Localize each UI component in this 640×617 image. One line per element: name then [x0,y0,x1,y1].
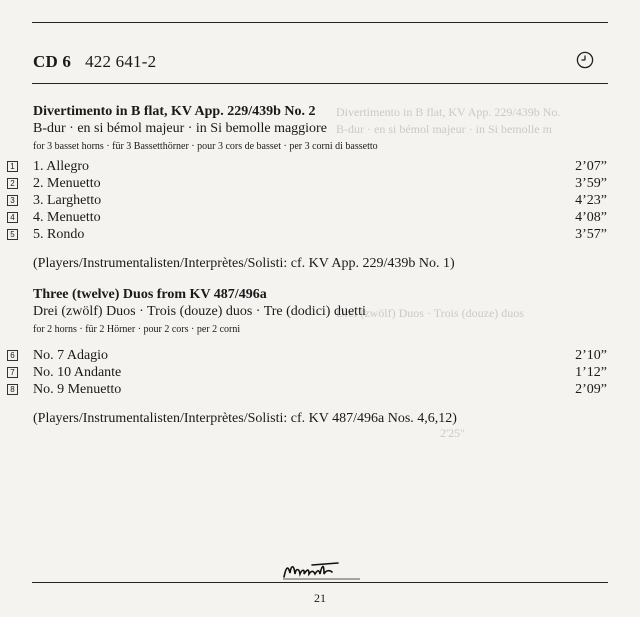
track-number-box: 3 [7,195,18,206]
header-rule [32,83,608,84]
track-title: No. 10 Andante [33,365,122,380]
track-duration: 1’12” [575,365,607,380]
players-note: (Players/Instrumentalisten/Interprètes/Solisti: cf. KV App. 229/439b No. 1) [33,256,455,271]
work-divertimento [10,103,607,272]
track-duration: 3’59” [575,176,607,191]
track-number-box: 7 [7,367,18,378]
cd-header [33,52,156,72]
cd-label: CD 6 [33,52,72,71]
track-number-box: 4 [7,212,18,223]
track-number-box: 5 [7,229,18,240]
work-subtitle: Drei (zwölf) Duos · Trois (douze) duos · Tre (dodici) duetti [33,304,366,319]
track-row [10,158,607,175]
top-rule [32,22,608,23]
track-row [10,226,607,243]
bleed-through-text: Divertimento in B flat, KV App. 229/439b No. [336,105,561,119]
track-title: 3. Larghetto [33,193,102,208]
track-row [10,347,607,364]
track-title: 5. Rondo [33,227,85,242]
work-title: Three (twelve) Duos from KV 487/496a [33,287,267,302]
track-list [10,158,607,243]
track-row [10,192,607,209]
work-instrumentation: for 3 basset horns · für 3 Bassetthörner · pour 3 cors de basset · per 3 corni di bassetto [33,141,378,152]
track-duration: 3’57” [575,227,607,242]
work-instrumentation: for 2 horns · für 2 Hörner · pour 2 cors · per 2 corni [33,324,241,335]
track-title: 2. Menuetto [33,176,101,191]
catalog-number: 422 641-2 [85,52,157,71]
track-duration: 4’23” [575,193,607,208]
track-duration: 2’07” [575,159,607,174]
track-title: No. 7 Adagio [33,348,109,363]
track-list [10,347,607,398]
mozart-signature-logo [282,559,362,581]
track-duration: 2’10” [575,348,607,363]
track-number-box: 2 [7,178,18,189]
track-row [10,381,607,398]
track-title: 1. Allegro [33,159,89,174]
track-title: 4. Menuetto [33,210,101,225]
track-row [10,364,607,381]
bleed-through-text: B-dur · en si bémol majeur · in Si bemolle m [336,122,552,136]
track-duration: 2’09” [575,382,607,397]
footer-rule [32,582,608,583]
track-title: No. 9 Menuetto [33,382,122,397]
track-number-box: 6 [7,350,18,361]
bleed-through-text: Drei (zwölf) Duos · Trois (douze) duos [336,306,524,320]
track-row [10,175,607,192]
work-subtitle: B-dur · en si bémol majeur · in Si bemolle maggiore [33,121,327,136]
track-duration: 4’08” [575,210,607,225]
bleed-through-text: 2'25" [440,426,466,440]
track-number-box: 8 [7,384,18,395]
players-note: (Players/Instrumentalisten/Interprètes/Solisti: cf. KV 487/496a Nos. 4,6,12) [33,411,457,426]
clock-icon [576,51,594,69]
work-duos [10,286,607,427]
work-title: Divertimento in B flat, KV App. 229/439b No. 2 [33,104,316,119]
track-number-box: 1 [7,161,18,172]
track-row [10,209,607,226]
page-number: 21 [314,591,326,605]
